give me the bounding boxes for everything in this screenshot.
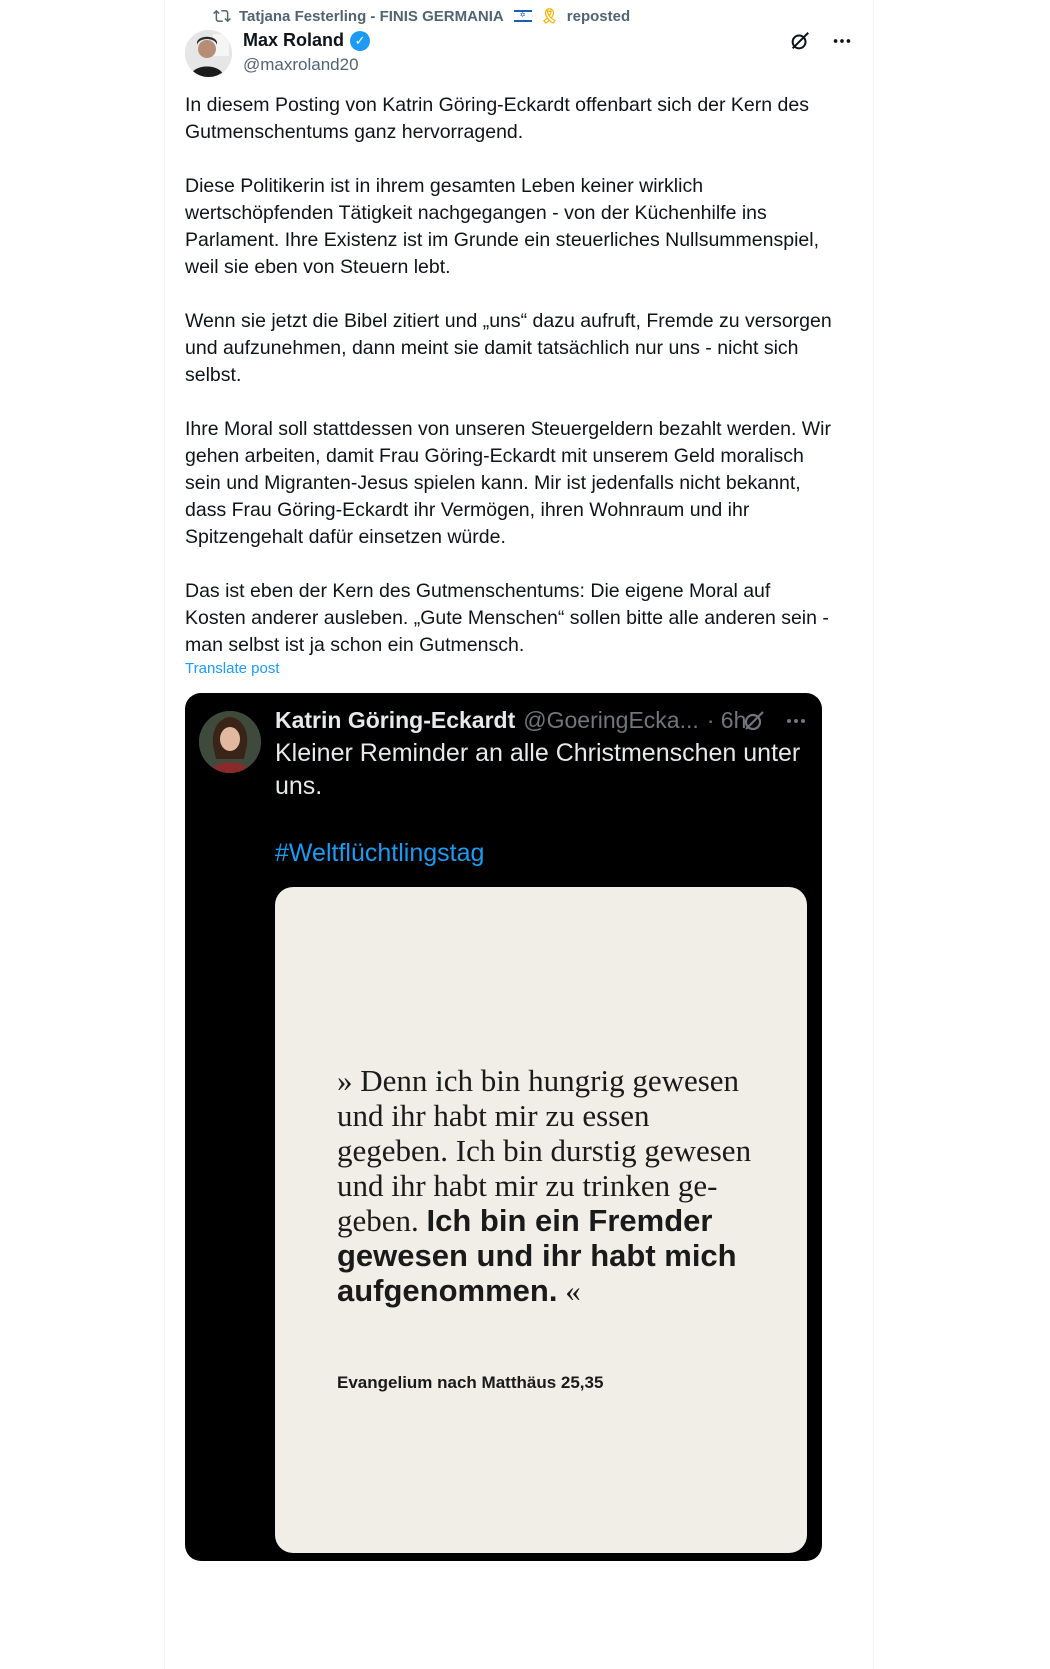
translate-post-link[interactable]: Translate post [185,660,280,677]
israel-flag-icon: ✡ [514,10,532,22]
embedded-post-actions [742,709,808,733]
quote-open-mark: » [337,1063,361,1098]
embedded-post-header [275,707,815,734]
post-actions [789,30,853,52]
timeline-column [164,0,874,1669]
author-handle[interactable]: @maxroland20 [243,55,359,74]
embedded-author-avatar [199,711,261,773]
embedded-author-handle: @GoeringEcka... [523,707,699,733]
quote-source: Evangelium nach Matthäus 25,35 [337,1373,604,1392]
quote-close-mark: « [557,1273,581,1308]
quote-plain-text: Denn ich bin hungrig gewesen und ihr habt mir zu essen gegeben. Ich bin durstig gewesen und ihr habt mir zu trinken ge-geben. [337,1063,752,1238]
bible-quote [337,1063,757,1308]
post-paragraph: Ihre Moral soll stattdessen von unseren Steuergeldern bezahlt werden. Wir gehen arbeiten, damit Frau Göring-Eckardt mit unserem Geld moralisch sein und Migranten-Jesus spielen kann. Mir ist jedenfalls nicht bekannt, dass Frau Göring-Eckardt ihr Vermögen, ihren Wohnraum und ihr Spitzengehalt dafür einsetzen würde. [185,418,832,548]
post-text [185,92,835,686]
repost-suffix: reposted [566,7,631,25]
more-icon [784,709,808,733]
verified-badge-icon: ✓ [350,31,370,51]
bible-quote-card [275,887,807,1553]
quote-bold-text: Ich bin ein Fremder gewesen und ihr habt mich aufgenommen. [337,1203,737,1308]
more-icon[interactable] [831,30,853,52]
author-info [243,30,370,75]
hashtag-link: #Weltflüchtlingstag [275,839,485,867]
embedded-post-text: Kleiner Reminder an alle Christmenschen unter uns. [275,739,801,800]
author-avatar[interactable] [185,30,232,77]
post-paragraph: Wenn sie jetzt die Bibel zitiert und „uns“ dazu aufruft, Fremde zu versorgen und aufzunehmen, dann meint sie damit tatsächlich nur uns - nicht sich selbst. [185,310,832,386]
post-paragraph: Das ist eben der Kern des Gutmenschentums: Die eigene Moral auf Kosten anderer ausleben. „Gute Menschen“ sollen bitte alle anderen sein - man selbst ist ja schon ein Gutmensch. [185,580,829,656]
grok-icon [742,709,766,733]
repost-icon [213,7,231,25]
repost-indicator[interactable] [213,6,630,26]
embedded-author-name: Katrin Göring-Eckardt [275,707,516,733]
embedded-post-time: · 6h [706,707,747,733]
post-paragraph: In diesem Posting von Katrin Göring-Eckardt offenbart sich der Kern des Gutmenschentums ganz hervorragend. [185,94,809,143]
embedded-post-image[interactable] [185,693,822,1561]
yellow-ribbon-icon: 🎗 [539,8,559,25]
post-paragraph: Diese Politikerin ist in ihrem gesamten Leben keiner wirklich wertschöpfenden Tätigkeit nachgegangen - von der Küchenhilfe ins Parlament. Ihre Existenz ist im Grunde ein steuerliches Nullsummenspiel, weil sie eben von Steuern lebt. [185,175,820,278]
author-name[interactable]: Max Roland [243,30,345,50]
grok-icon[interactable] [789,30,811,52]
repost-user[interactable]: Tatjana Festerling - FINIS GERMANIA [239,7,504,25]
